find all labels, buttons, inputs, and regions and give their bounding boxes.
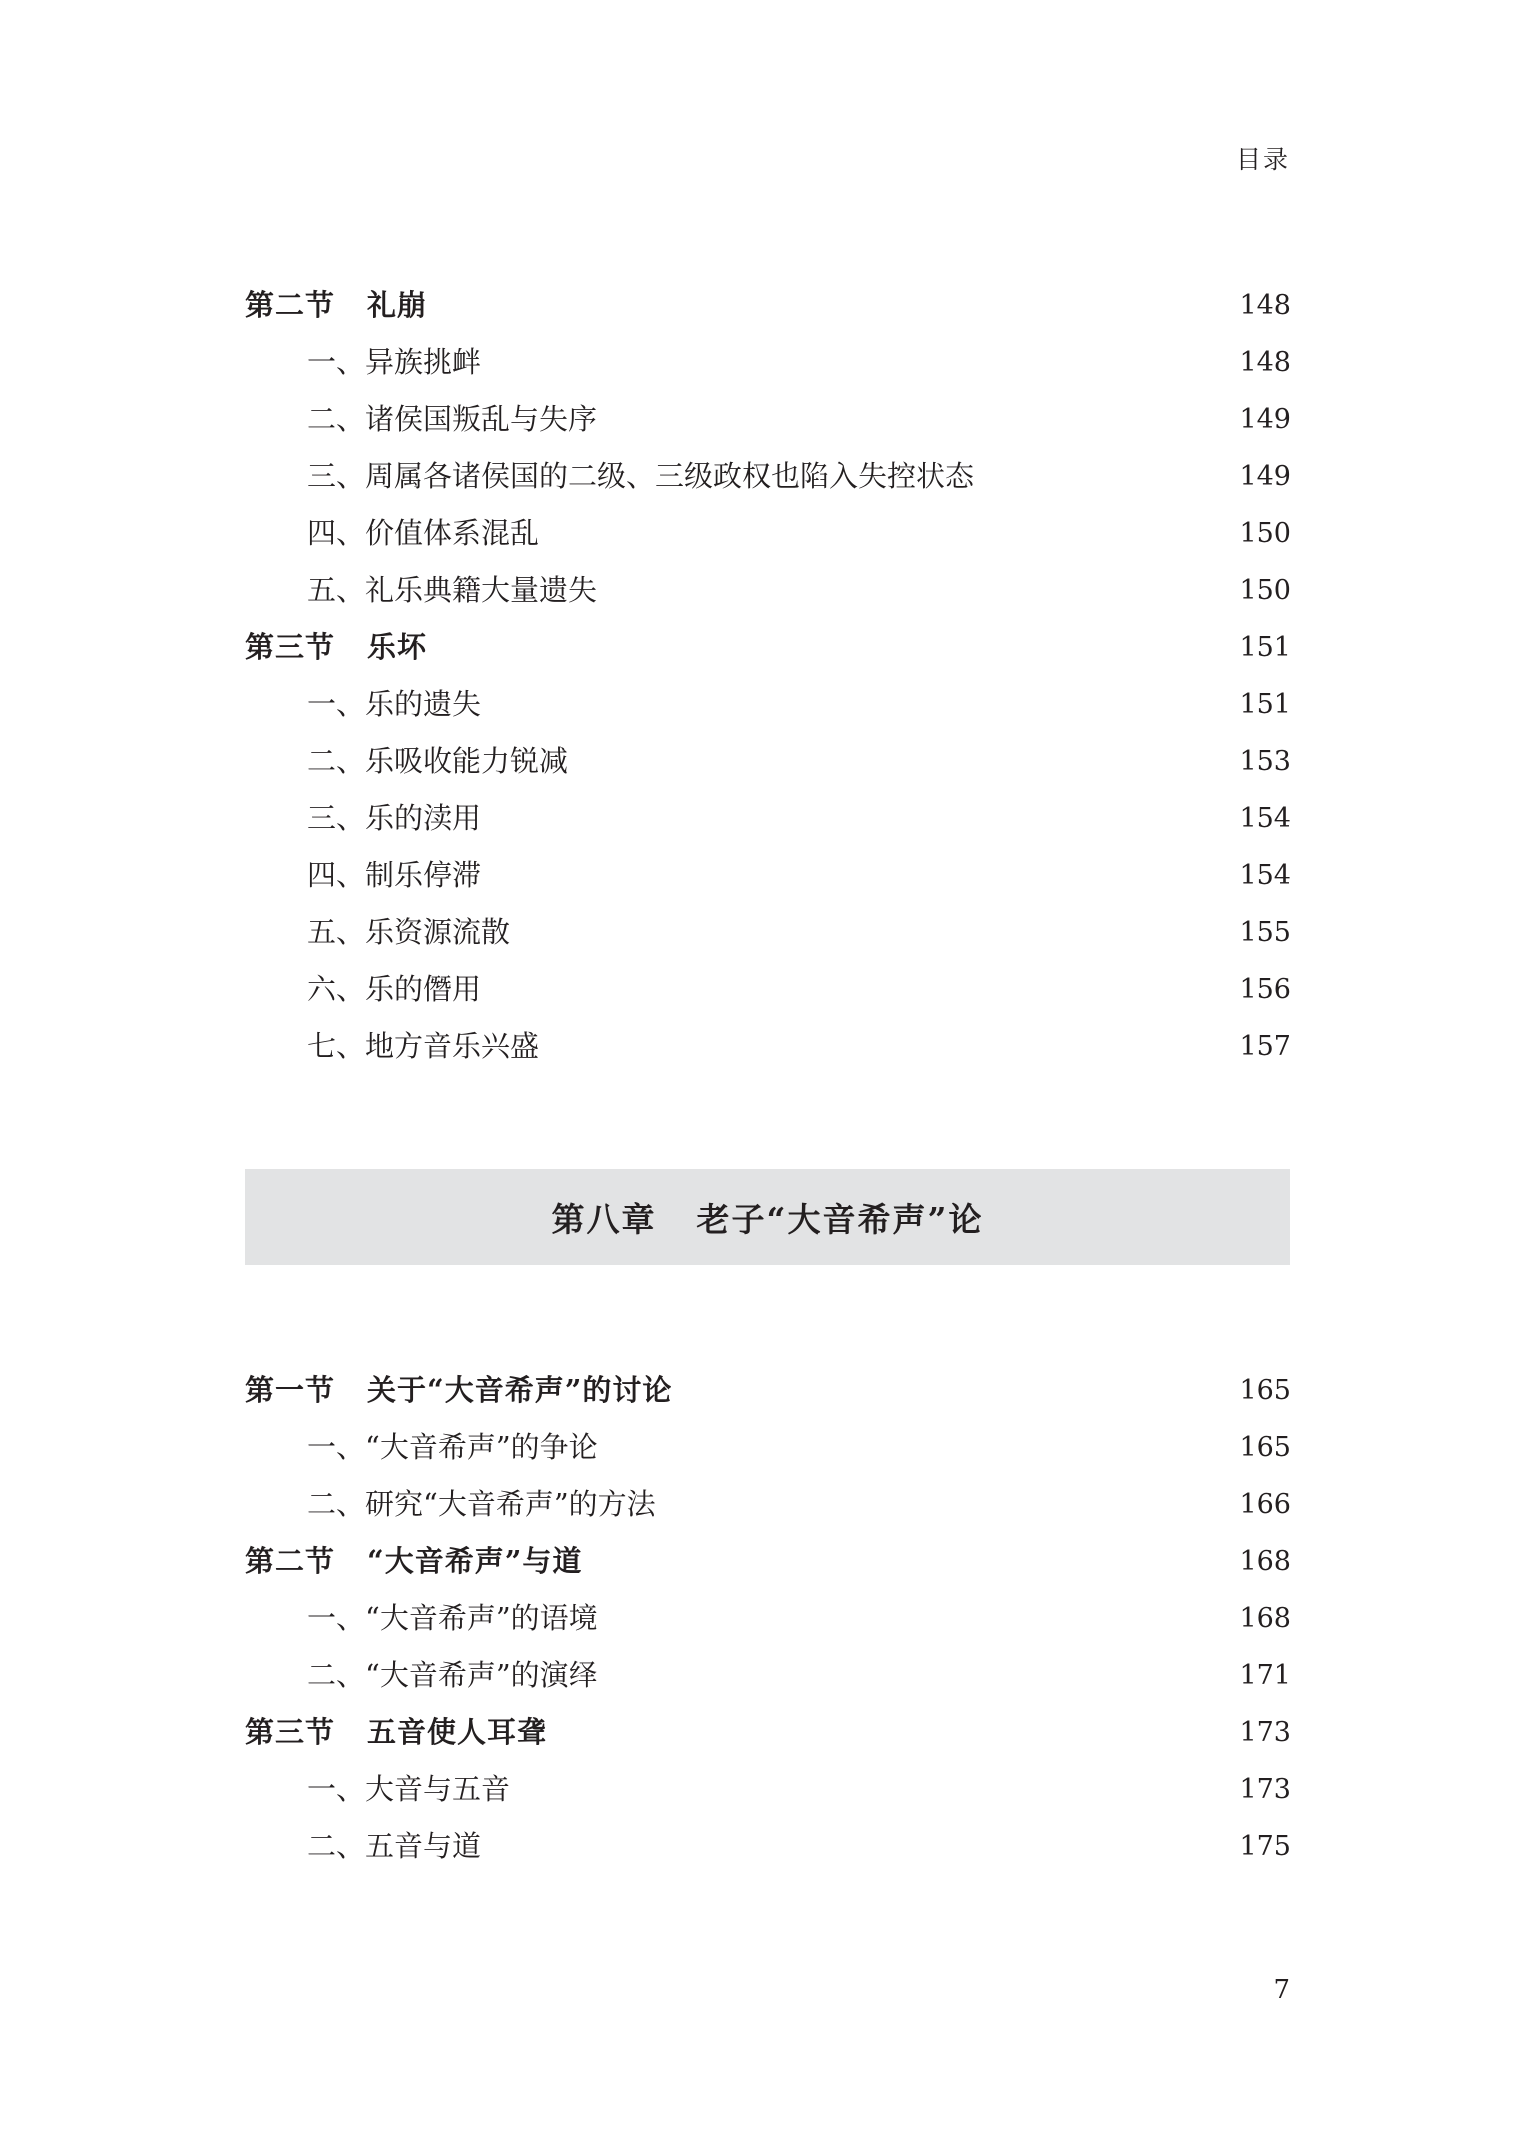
toc-subsection-title: 七、地方音乐兴盛 xyxy=(307,1029,540,1063)
toc-subsection-row[interactable] xyxy=(245,391,1291,448)
toc-section-label: “大音希声”与道 xyxy=(367,1544,583,1578)
toc-subsection-row[interactable] xyxy=(245,961,1291,1018)
toc-page-number: 150 xyxy=(1239,575,1291,606)
toc-page-number: 151 xyxy=(1239,689,1291,720)
toc-section-label: 乐坏 xyxy=(367,630,428,664)
toc-subsection-row[interactable] xyxy=(245,1647,1291,1704)
toc-page-number: 165 xyxy=(1239,1375,1291,1406)
toc-section-title xyxy=(245,1704,547,1761)
toc-section-row[interactable] xyxy=(245,1362,1291,1419)
toc-subsection-title: 四、价值体系混乱 xyxy=(307,516,540,550)
toc-subsection-title: 三、乐的渎用 xyxy=(307,801,482,835)
toc-subsection-row[interactable] xyxy=(245,562,1291,619)
toc-section-row[interactable] xyxy=(245,277,1291,334)
toc-lower xyxy=(245,1362,1291,1875)
toc-subsection-row[interactable] xyxy=(245,334,1291,391)
toc-subsection-row[interactable] xyxy=(245,1590,1291,1647)
toc-subsection-title: 一、异族挑衅 xyxy=(307,345,482,379)
toc-page-number: 173 xyxy=(1239,1774,1291,1805)
running-header: 目录 xyxy=(1235,145,1290,174)
toc-subsection-row[interactable] xyxy=(245,1419,1291,1476)
toc-subsection-title: 五、乐资源流散 xyxy=(307,915,511,949)
toc-subsection-title: 四、制乐停滞 xyxy=(307,858,482,892)
toc-subsection-row[interactable] xyxy=(245,1476,1291,1533)
toc-page-number: 165 xyxy=(1239,1432,1291,1463)
toc-subsection-row[interactable] xyxy=(245,1761,1291,1818)
toc-section-number: 第一节 xyxy=(245,1373,336,1407)
toc-section-title xyxy=(245,1362,672,1419)
toc-page-number: 157 xyxy=(1239,1031,1291,1062)
toc-section-title xyxy=(245,277,427,334)
toc-section-number: 第二节 xyxy=(245,288,336,322)
toc-subsection-row[interactable] xyxy=(245,676,1291,733)
toc-section-title xyxy=(245,1533,582,1590)
toc-page-number: 149 xyxy=(1239,461,1291,492)
toc-subsection-title: 三、周属各诸侯国的二级、三级政权也陷入失控状态 xyxy=(307,459,975,493)
toc-section-number: 第三节 xyxy=(245,1715,336,1749)
toc-section-title xyxy=(245,619,427,676)
toc-subsection-title: 二、研究“大音希声”的方法 xyxy=(307,1487,656,1521)
toc-page-number: 166 xyxy=(1239,1489,1291,1520)
toc-page-number: 148 xyxy=(1239,347,1291,378)
toc-page-number: 168 xyxy=(1239,1546,1291,1577)
toc-page-number: 154 xyxy=(1239,860,1291,891)
chapter-banner xyxy=(245,1169,1290,1265)
toc-subsection-title: 一、乐的遗失 xyxy=(307,687,482,721)
toc-subsection-title: 二、五音与道 xyxy=(307,1829,482,1863)
toc-subsection-title: 一、“大音希声”的争论 xyxy=(307,1430,598,1464)
toc-page-number: 151 xyxy=(1239,632,1291,663)
toc-page-number: 153 xyxy=(1239,746,1291,777)
toc-page-number: 175 xyxy=(1239,1831,1291,1862)
toc-section-row[interactable] xyxy=(245,1704,1291,1761)
toc-page-number: 171 xyxy=(1239,1660,1291,1691)
toc-subsection-title: 五、礼乐典籍大量遗失 xyxy=(307,573,598,607)
toc-subsection-title: 二、“大音希声”的演绎 xyxy=(307,1658,598,1692)
toc-section-label: 关于“大音希声”的讨论 xyxy=(367,1373,673,1407)
toc-page-number: 149 xyxy=(1239,404,1291,435)
toc-section-row[interactable] xyxy=(245,619,1291,676)
toc-subsection-row[interactable] xyxy=(245,1018,1291,1075)
toc-page-number: 150 xyxy=(1239,518,1291,549)
toc-upper xyxy=(245,277,1291,1075)
toc-subsection-title: 二、诸侯国叛乱与失序 xyxy=(307,402,598,436)
toc-page-number: 154 xyxy=(1239,803,1291,834)
toc-subsection-title: 一、大音与五音 xyxy=(307,1772,511,1806)
toc-section-row[interactable] xyxy=(245,1533,1291,1590)
toc-page-number: 156 xyxy=(1239,974,1291,1005)
toc-subsection-row[interactable] xyxy=(245,448,1291,505)
toc-page-number: 148 xyxy=(1239,290,1291,321)
toc-subsection-title: 六、乐的僭用 xyxy=(307,972,482,1006)
page-number: 7 xyxy=(1273,1975,1290,2005)
toc-section-number: 第三节 xyxy=(245,630,336,664)
toc-subsection-row[interactable] xyxy=(245,733,1291,790)
toc-section-label: 五音使人耳聋 xyxy=(367,1715,548,1749)
toc-subsection-row[interactable] xyxy=(245,1818,1291,1875)
chapter-title: 老子“大音希声”论 xyxy=(696,1199,984,1239)
toc-section-label: 礼崩 xyxy=(367,288,428,322)
toc-page-number: 155 xyxy=(1239,917,1291,948)
toc-subsection-row[interactable] xyxy=(245,790,1291,847)
toc-subsection-row[interactable] xyxy=(245,505,1291,562)
toc-subsection-title: 一、“大音希声”的语境 xyxy=(307,1601,598,1635)
toc-page-number: 168 xyxy=(1239,1603,1291,1634)
toc-subsection-row[interactable] xyxy=(245,847,1291,904)
toc-section-number: 第二节 xyxy=(245,1544,336,1578)
toc-page-number: 173 xyxy=(1239,1717,1291,1748)
toc-subsection-title: 二、乐吸收能力锐减 xyxy=(307,744,569,778)
toc-subsection-row[interactable] xyxy=(245,904,1291,961)
chapter-number: 第八章 xyxy=(551,1199,657,1239)
